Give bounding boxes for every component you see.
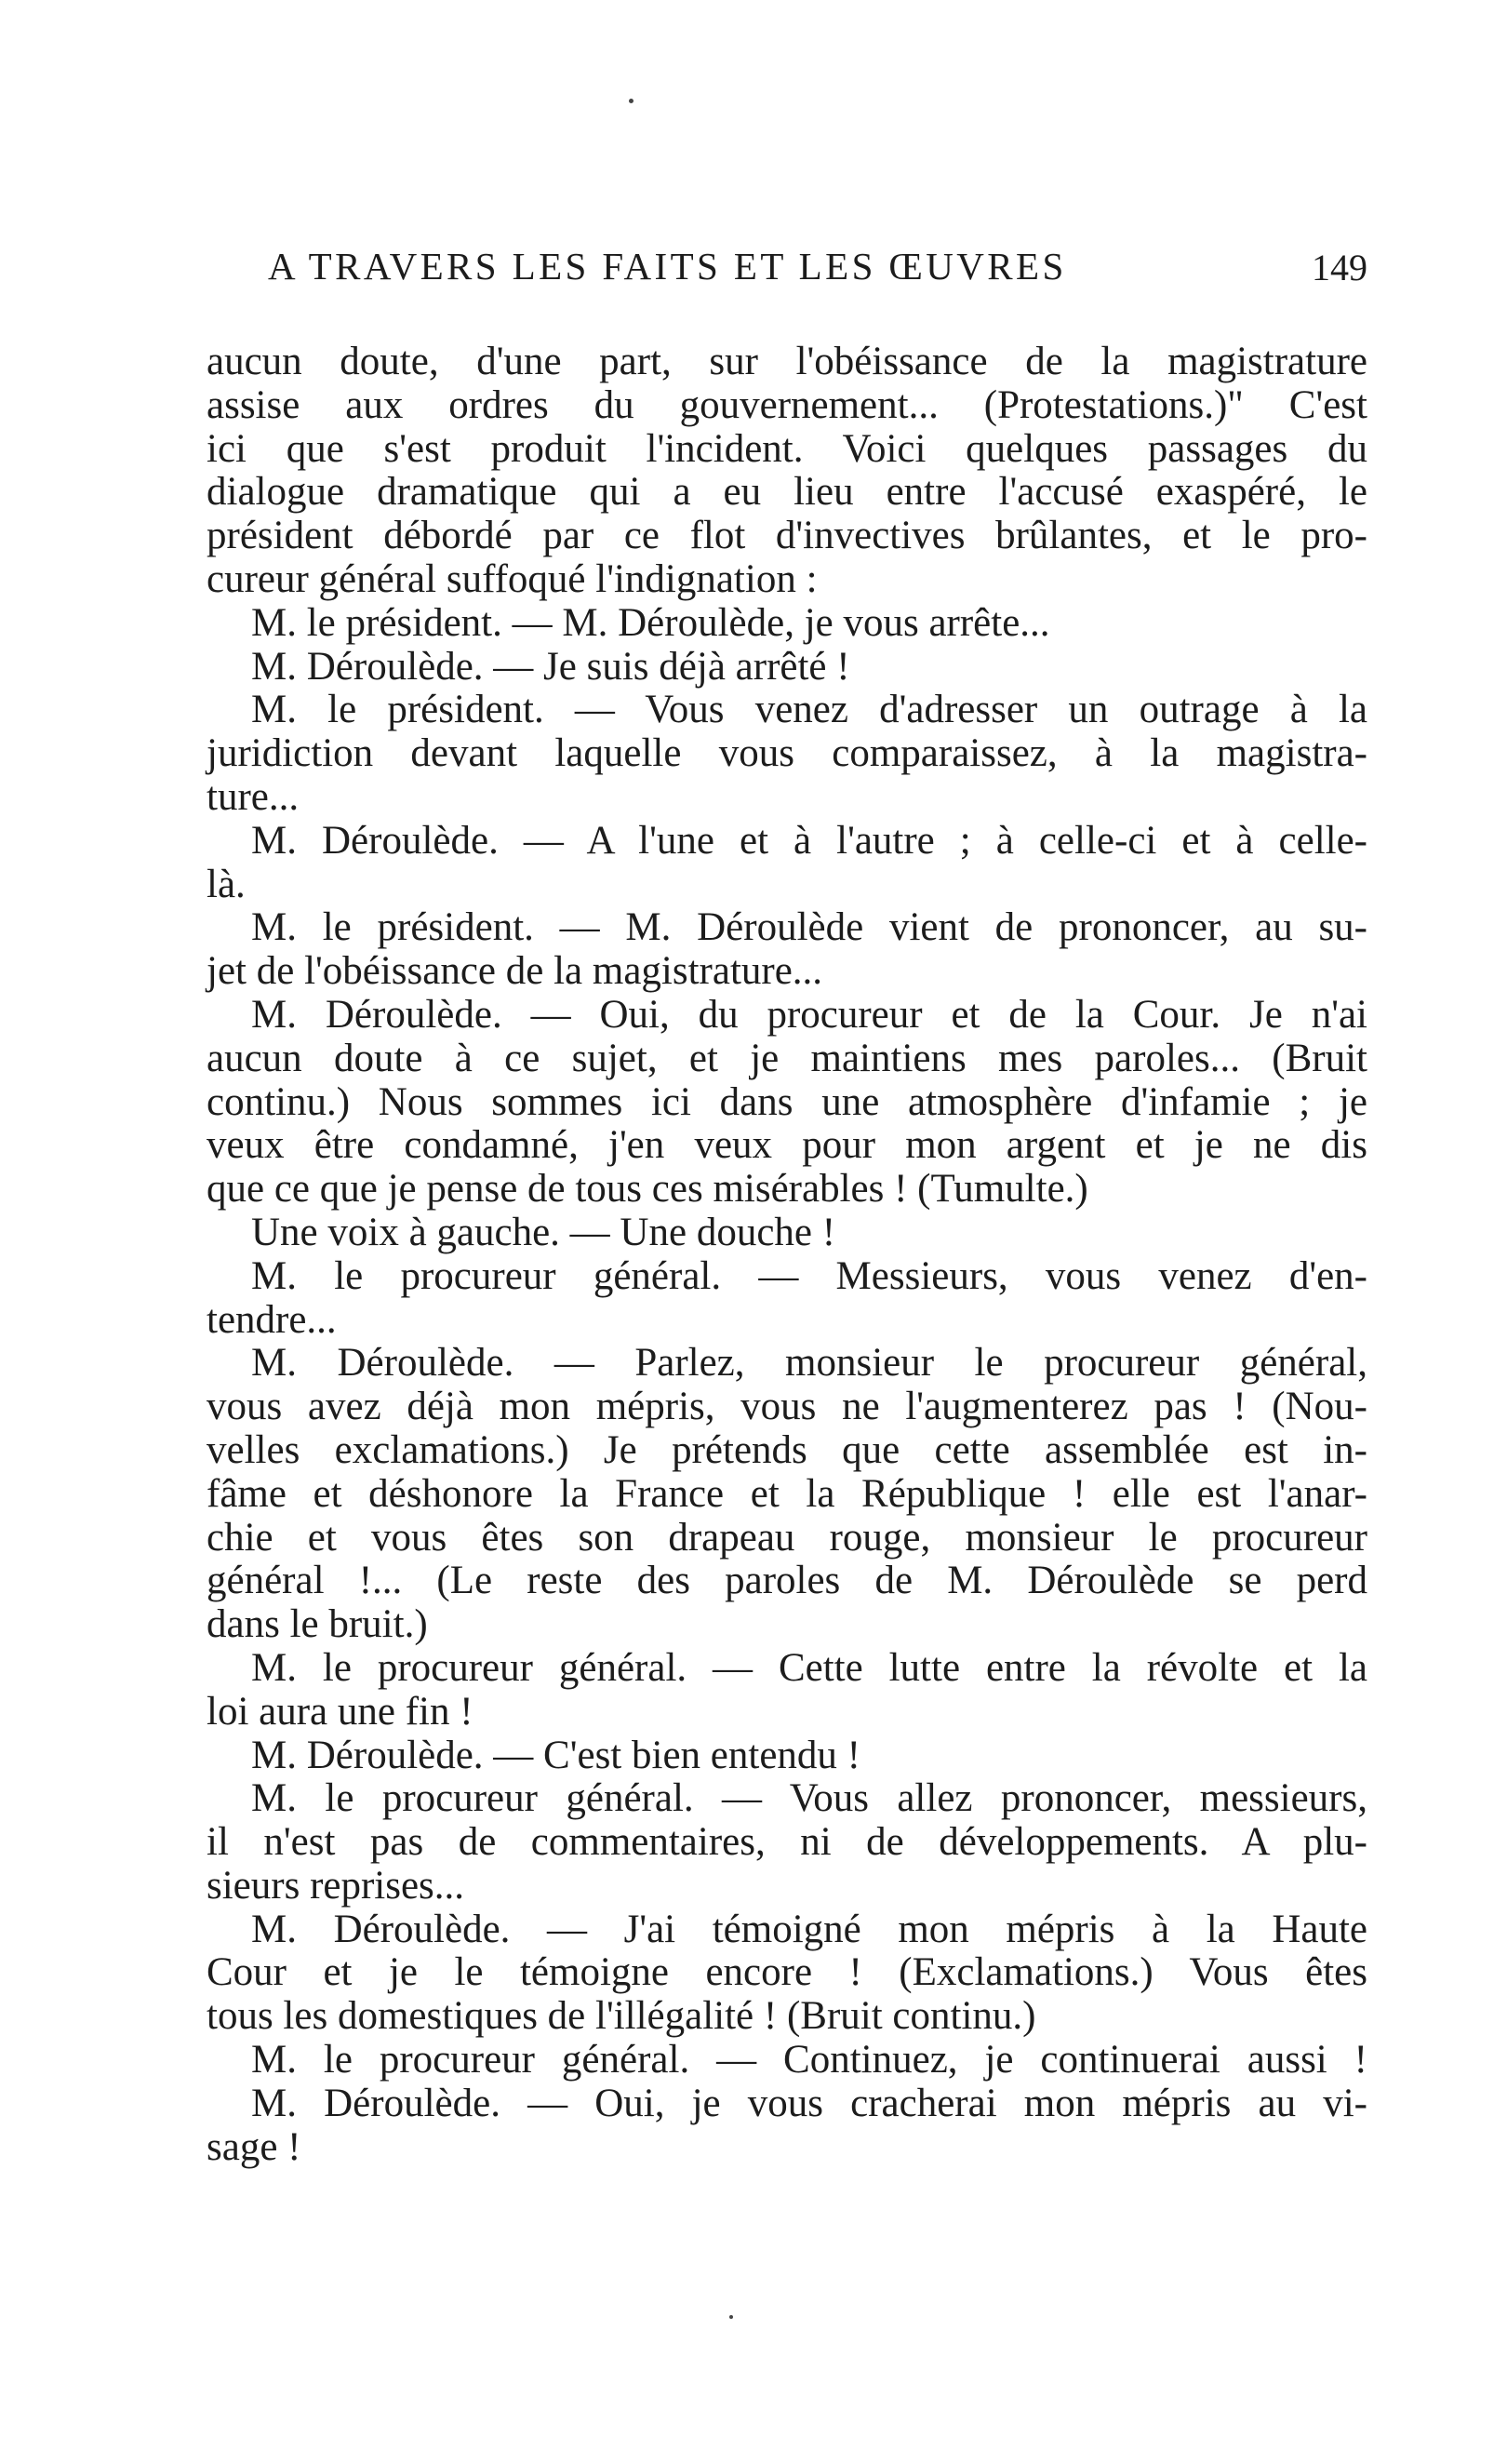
dialogue-line: M. Déroulède. — Je suis déjà arrêté ! [251, 644, 850, 689]
text-line: sieurs reprises... [207, 1863, 465, 1908]
dialogue-line: M. Déroulède. — Oui, je vous cracherai mon mépris au vi- [251, 2081, 1367, 2125]
body-text [207, 341, 1367, 2169]
dialogue-line: M. le président. — M. Déroulède vient de prononcer, au su- [251, 905, 1367, 950]
dialogue-line: M. le président. — M. Déroulède, je vous arrête... [251, 600, 1050, 645]
running-title: A TRAVERS LES FAITS ET LES ŒUVRES [268, 245, 1067, 288]
dialogue-line: Une voix à gauche. — Une douche ! [251, 1210, 836, 1254]
text-line: juridiction devant laquelle vous comparaissez, à la magistra- [207, 731, 1367, 776]
dialogue-line: M. le procureur général. — Cette lutte entre la révolte et la [251, 1645, 1367, 1690]
text-line: veux être condamné, j'en veux pour mon argent et je ne dis [207, 1123, 1367, 1168]
text-line: assise aux ordres du gouvernement... (Protestations.)" C'est [207, 382, 1367, 427]
text-line: président débordé par ce flot d'invectives brûlantes, et le pro- [207, 514, 1367, 558]
text-line: aucun doute, d'une part, sur l'obéissance de la magistrature [207, 340, 1367, 383]
dialogue-line: M. Déroulède. — A l'une et à l'autre ; à celle-ci et à celle- [251, 818, 1367, 863]
text-line: fâme et déshonore la France et la République ! elle est l'anar- [207, 1471, 1367, 1516]
text-line: là. [207, 862, 246, 906]
text-line: vous avez déjà mon mépris, vous ne l'augmenterez pas ! (Nou- [207, 1385, 1367, 1429]
dialogue-line: M. Déroulède. — Oui, du procureur et de la Cour. Je n'ai [251, 992, 1367, 1037]
text-line: aucun doute à ce sujet, et je maintiens mes paroles... (Bruit [207, 1036, 1367, 1080]
dialogue-line: M. Déroulède. — C'est bien entendu ! [251, 1733, 860, 1777]
text-line: il n'est pas de commentaires, ni de développements. A plu- [207, 1820, 1367, 1865]
dialogue-line: M. le procureur général. — Continuez, je continuerai aussi ! [251, 2038, 1367, 2082]
text-line: tous les domestiques de l'illégalité ! (Bruit continu.) [207, 1994, 1036, 2039]
text-line: cureur général suffoqué l'indignation : [207, 556, 818, 601]
text-line: général !... (Le reste des paroles de M. Déroulède se perd [207, 1559, 1367, 1603]
text-line: sage ! [207, 2124, 301, 2169]
text-line: continu.) Nous sommes ici dans une atmosphère d'infamie ; je [207, 1079, 1367, 1124]
ink-speck-bottom [729, 2315, 733, 2319]
dialogue-line: M. Déroulède. — J'ai témoigné mon mépris à la Haute [251, 1907, 1367, 1951]
text-line: Cour et je le témoigne encore ! (Exclamations.) Vous êtes [207, 1950, 1367, 1995]
dialogue-line: M. Déroulède. — Parlez, monsieur le procureur général, [251, 1341, 1367, 1386]
dialogue-line: M. le président. — Vous venez d'adresser un outrage à la [251, 688, 1367, 732]
text-line: jet de l'obéissance de la magistrature... [207, 949, 823, 994]
ink-speck-top [629, 99, 633, 103]
dialogue-line: M. le procureur général. — Messieurs, vous venez d'en- [251, 1253, 1367, 1298]
text-line: que ce que je pense de tous ces misérables ! (Tumulte.) [207, 1167, 1088, 1212]
text-line: ture... [207, 774, 300, 819]
text-line: tendre... [207, 1297, 337, 1342]
text-line: dans le bruit.) [207, 1602, 428, 1647]
text-line: ici que s'est produit l'incident. Voici quelques passages du [207, 426, 1367, 471]
dialogue-line: M. le procureur général. — Vous allez prononcer, messieurs, [251, 1776, 1367, 1821]
page-header [268, 244, 1367, 300]
text-line: loi aura une fin ! [207, 1689, 473, 1734]
page-number: 149 [1312, 247, 1367, 288]
text-line: chie et vous êtes son drapeau rouge, monsieur le procureur [207, 1515, 1367, 1560]
text-line: dialogue dramatique qui a eu lieu entre l'accusé exaspéré, le [207, 470, 1367, 515]
text-line: velles exclamations.) Je prétends que cette assemblée est in- [207, 1427, 1367, 1472]
